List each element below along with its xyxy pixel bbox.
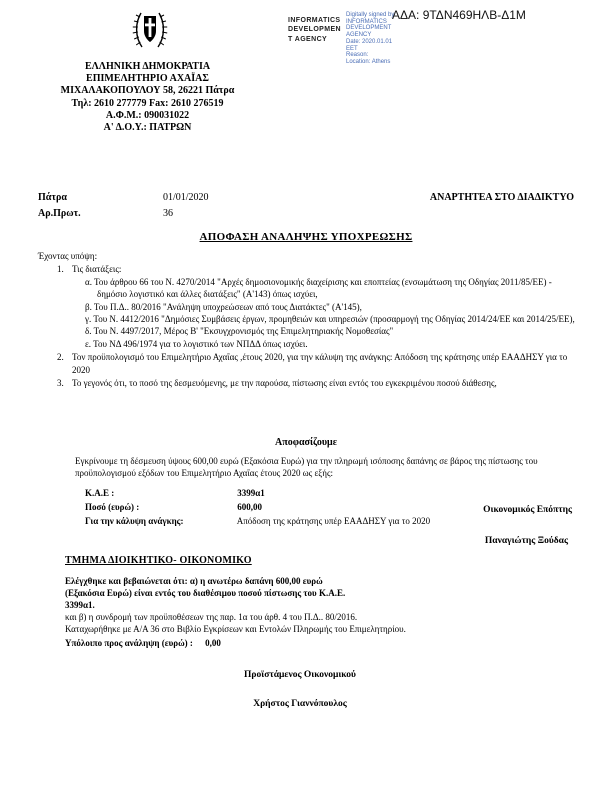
sub-item-d: δ. Του Ν. 4497/2017, Μέρος Β' "Εκσυγχρονισμός της Επιμελητηριακής Νομοθεσίας" <box>85 326 394 337</box>
kae-value: 3399α1 <box>237 488 265 498</box>
agency-line: T AGENCY <box>288 35 328 43</box>
internet-publication-notice: ΑΝΑΡΤΗΤΕΑ ΣΤΟ ΔΙΑΔΙΚΤΥΟ <box>429 192 574 203</box>
verification-paragraph: Ελέγχθηκε και βεβαιώνεται ότι: α) η ανωτέρω δαπάνη 600,00 ευρώ (Εξακόσια Ευρώ) είναι εντός του διαθέσιμου ποσού πίστωσης του Κ.Α.Ε. 3399α1. <box>65 576 346 611</box>
finance-head-signature-title: Προϊστάμενος Οικονομικού <box>244 670 356 680</box>
list-item-1 <box>38 263 578 350</box>
finance-head-signature-name: Χρήστος Γιαννόπουλος <box>253 699 347 709</box>
digital-signature-stamp <box>346 12 416 66</box>
having-regard-section <box>38 250 578 389</box>
agency-line: INFORMATICS <box>288 17 341 24</box>
list-number-3: 3. <box>57 378 64 389</box>
protocol-number: 36 <box>163 208 173 219</box>
letterhead-address: ΜΙΧΑΛΑΚΟΠΟΥΛΟΥ 58, 26221 Πάτρα <box>60 85 235 97</box>
document-date: 01/01/2020 <box>163 192 209 203</box>
signature-line: DEVELOPMENT AGENCY <box>346 25 392 39</box>
signature-line: EET <box>346 45 358 52</box>
remaining-balance-row <box>65 638 221 648</box>
amount-label: Ποσό (ευρώ) : <box>85 502 140 512</box>
ada-code: ΑΔΑ: 9ΤΔΝ469ΗΛΒ-Δ1Μ <box>392 8 526 22</box>
signature-line: Digitally signed by <box>346 12 395 18</box>
balance-value: 0,00 <box>205 638 221 648</box>
protocol-label: Αρ.Πρωτ. <box>38 208 81 219</box>
sub-item-b: β. Του Π.Δ.. 80/2016 "Ανάληψη υποχρεώσεων από τους Διατάκτες" (Α'145), <box>85 301 362 312</box>
having-regard-intro: Έχοντας υπόψη: <box>38 251 98 261</box>
sub-item-e: ε. Του ΝΔ 496/1974 για το λογιστικό των ΝΠΔΔ όπως ισχύει. <box>85 338 308 349</box>
city-label: Πάτρα <box>38 192 67 203</box>
balance-label: Υπόλοιπο προς ανάληψη (ευρώ) : <box>65 638 193 648</box>
signature-line: Date: 2020.01.01 <box>346 38 393 45</box>
letterhead-doy: Α' Δ.Ο.Υ.: ΠΑΤΡΩΝ <box>103 121 192 133</box>
list-item-3 <box>38 377 578 389</box>
list-number-2: 2. <box>57 352 64 363</box>
decision-paragraph: Εγκρίνουμε τη δέσμευση ύψους 600,00 ευρώ (Εξακόσια Ευρώ) για την πληρωμή ισόποσης δαπάνης σε βάρος της πίστωσης του προϋπολογισμού εξόδων του Επιμελητήριο Αχαΐας έτους 2020 ως εξής: <box>75 456 538 479</box>
list-item-2-text: Τον προϋπολογισμό του Επιμελητήριο Αχαΐας ,έτους 2020, για την κάλυψη της ανάγκης: Απόδοση της κράτησης υπέρ ΕΑΑΔΗΣΥ για το 2020 <box>72 352 568 375</box>
department-heading: ΤΜΗΜΑ ΔΙΟΙΚΗΤΙΚΟ- ΟΙΚΟΝΟΜΙΚΟ <box>65 555 252 566</box>
signature-line: Reason: <box>346 52 369 59</box>
need-row <box>85 516 555 526</box>
agency-line: DEVELOPMEN <box>288 26 342 34</box>
letterhead-chamber: ΕΠΙΜΕΛΗΤΗΡΙΟ ΑΧΑΪΑΣ <box>86 73 209 85</box>
list-item-2 <box>38 351 578 376</box>
registration-line: Καταχωρήθηκε με Α/Α 36 στο Βιβλίο Εγκρίσεων και Εντολών Πληρωμής του Επιμελητηρίου. <box>65 624 406 634</box>
amount-value: 600,00 <box>237 502 262 512</box>
document-title: ΑΠΟΦΑΣΗ ΑΝΑΛΗΨΗΣ ΥΠΟΧΡΕΩΣΗΣ <box>199 231 413 243</box>
supervisor-signature-title: Οικονομικός Επόπτης <box>483 505 572 515</box>
letterhead <box>30 61 265 134</box>
greek-coat-of-arms-icon <box>132 9 168 51</box>
sub-item-a: α. Του άρθρου 66 του Ν. 4270/2014 "Αρχές δημοσιονομικής διαχείρισης και εποπτείας (ενσωμάτωση της Οδηγίας 2011/85/ΕΕ) - δημόσιο λογιστικό και άλλες διατάξεις" (Α'143) όπως ισχύει, <box>85 276 552 300</box>
letterhead-afm: Α.Φ.Μ.: 090031022 <box>105 109 190 121</box>
list-number-1: 1. <box>57 264 64 275</box>
list-item-1-intro: Τις διατάξεις: <box>72 264 122 275</box>
verification-line-2: και β) η συνδρομή των προϋποθέσεων της παρ. 1α του άρθ. 4 του Π.Δ.. 80/2016. <box>65 612 358 622</box>
letterhead-phone-fax: Τηλ: 2610 277779 Fax: 2610 276519 <box>71 97 224 109</box>
decision-heading: Αποφασίζουμε <box>275 437 337 448</box>
need-value: Απόδοση της κράτησης υπέρ ΕΑΑΔΗΣΥ για το 2020 <box>236 516 431 526</box>
kae-row <box>85 488 555 498</box>
sub-item-c: γ. Του Ν. 4412/2016 "Δημόσιες Συμβάσεις έργων, προμηθειών και υπηρεσιών (προσαρμογή της Οδηγίας 2014/24/ΕΕ και 2014/25/ΕΕ), <box>85 314 575 325</box>
letterhead-republic: ΕΛΛΗΝΙΚΗ ΔΗΜΟΚΡΑΤΙΑ <box>84 61 211 72</box>
supervisor-signature-name: Παναγιώτης Ξούδας <box>484 536 568 546</box>
signature-line: Location: Athens <box>346 59 391 66</box>
signature-line: INFORMATICS <box>346 18 387 25</box>
need-label: Για την κάλυψη ανάγκης: <box>85 516 184 526</box>
kae-label: Κ.Α.Ε : <box>85 488 115 498</box>
list-item-3-text: Το γεγονός ότι, το ποσό της δεσμευόμενης, με την παρούσα, πίστωσης είναι εντός του εγκεκριμένου ποσού διάθεσης, <box>72 378 497 389</box>
